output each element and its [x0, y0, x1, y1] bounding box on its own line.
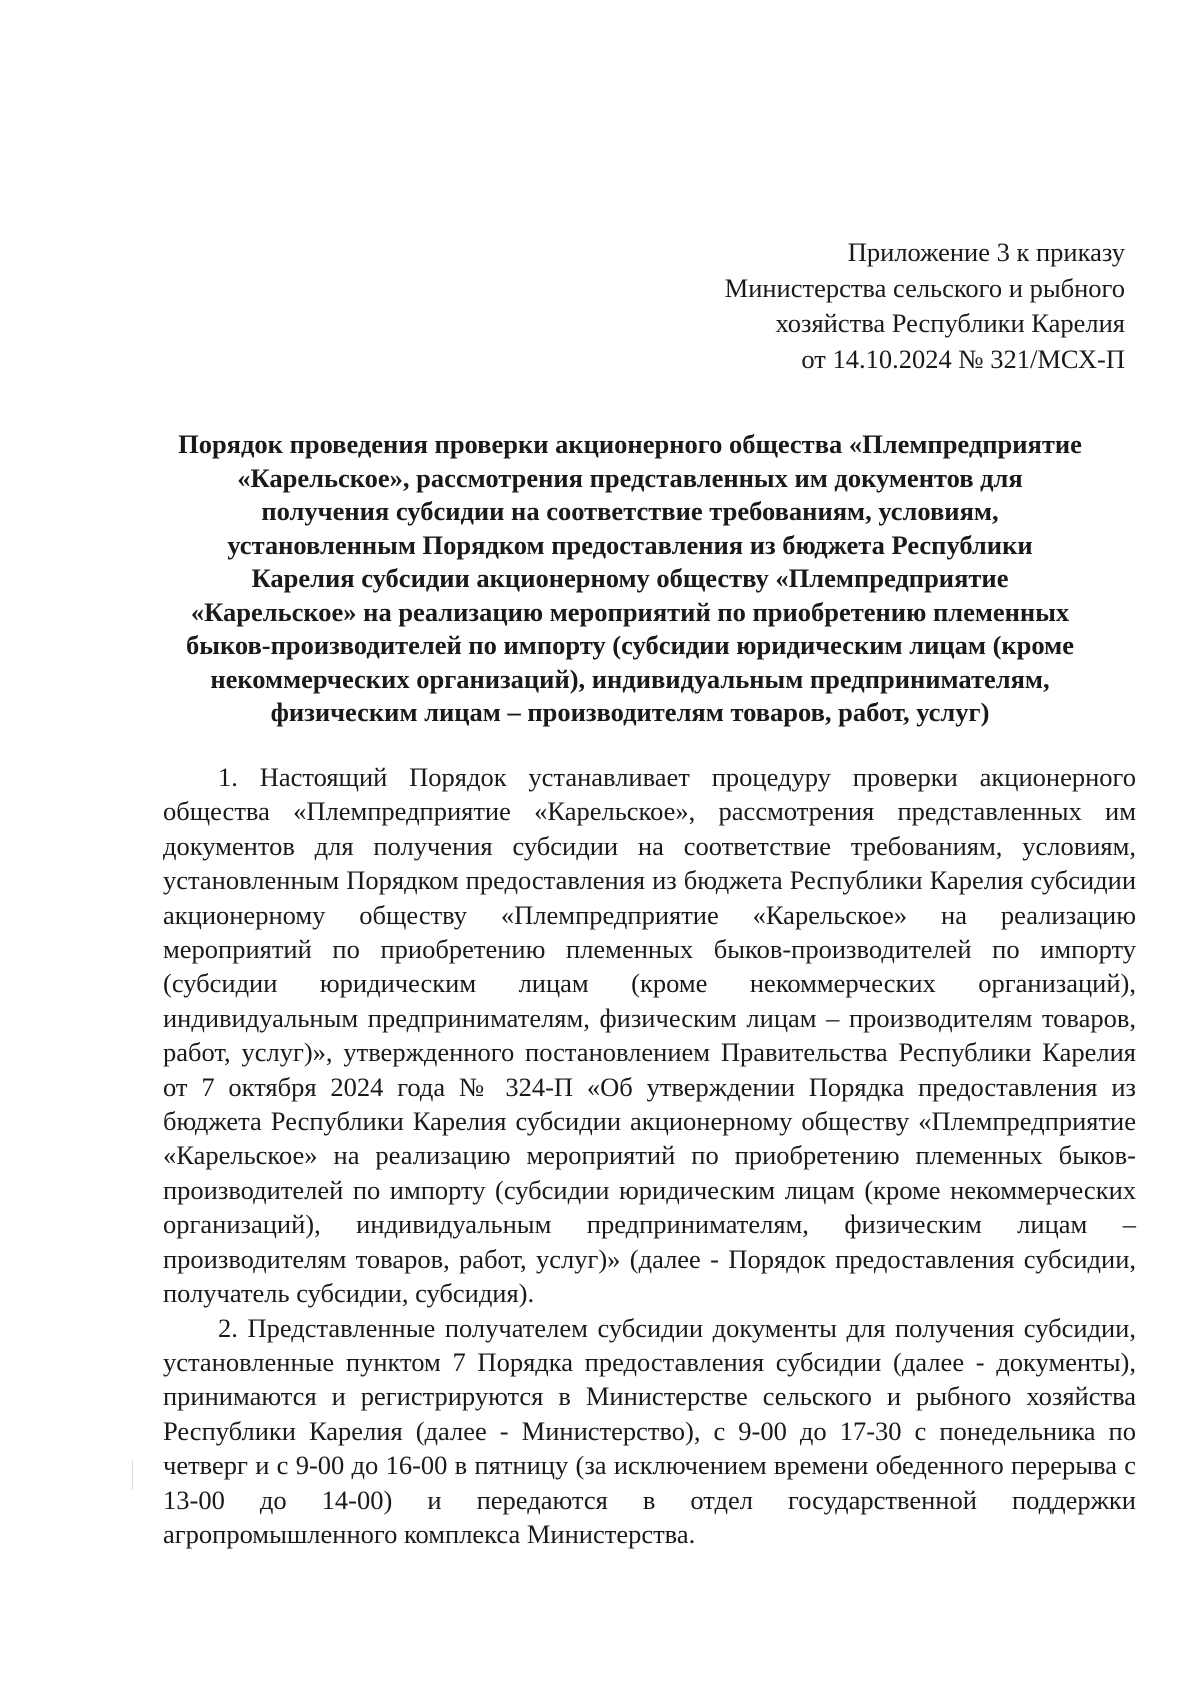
title-line: физическим лицам – производителям товаров, работ, услуг) — [270, 697, 990, 727]
title-line: быков-производителей по импорту (субсидии юридическим лицам (кроме — [186, 630, 1074, 660]
scan-artifact — [132, 1460, 133, 1490]
paragraph-2: 2. Представленные получателем субсидии документы для получения субсидии, установленные пунктом 7 Порядка предоставления субсидии (далее - документы), принимаются и регистрируются в Министерстве сельского и рыбного хозяйства Республики Карелия (далее - Министерство), с 9-00 до 17-30 с понедельника по четверг и с 9-00 до 16-00 в пятницу (за исключением времени обеденного перерыва с 13-00 до 14-00) и передаются в отдел государственной поддержки агропромышленного комплекса Министерства. — [163, 1312, 1136, 1549]
document-body — [163, 760, 1136, 1551]
title-line: получения субсидии на соответствие требованиям, условиям, — [261, 496, 999, 526]
paragraph-1: 1. Настоящий Порядок устанавливает процедуру проверки акционерного общества «Племпредприятие «Карельское», рассмотрения представленных им документов для получения субсидии на соответствие требованиям, условиям, установленным Порядком предоставления из бюджета Республики Карелия субсидии акционерному обществу «Племпредприятие «Карельское» на реализацию мероприятий по приобретению племенных быков-производителей по импорту (субсидии юридическим лицам (кроме некоммерческих организаций), индивидуальным предпринимателям, физическим лицам – производителям товаров, работ, услуг)», утвержденного постановлением Правительства Республики Карелия от 7 октября 2024 года № 324-П «Об утверждении Порядка предоставления из бюджета Республики Карелия субсидии акционерному обществу «Племпредприятие «Карельское» на реализацию мероприятий по приобретению племенных быков-производителей по импорту (субсидии юридическим лицам (кроме некоммерческих организаций), индивидуальным предпринимателям, физическим лицам – производителям товаров, работ, услуг)» (далее - Порядок предоставления субсидии, получатель субсидии, субсидия). — [163, 762, 1136, 1309]
title-line: Карелия субсидии акционерному обществу «Племпредприятие — [251, 563, 1009, 593]
appendix-line: Приложение 3 к приказу — [847, 237, 1125, 267]
title-line: «Карельское» на реализацию мероприятий по приобретению племенных — [190, 596, 1070, 627]
appendix-line: Министерства сельского и рыбного — [724, 272, 1125, 303]
appendix-line: хозяйства Республики Карелия — [775, 308, 1125, 338]
title-line: Порядок проведения проверки акционерного общества «Племпредприятие — [178, 429, 1082, 459]
title-line: установленным Порядком предоставления из бюджета Республики — [227, 529, 1033, 560]
appendix-header — [605, 235, 1125, 377]
title-line: «Карельское», рассмотрения представленных им документов для — [237, 462, 1023, 493]
title-line: некоммерческих организаций), индивидуальным предпринимателям, — [210, 663, 1050, 694]
appendix-line: от 14.10.2024 № 321/МСХ-П — [801, 343, 1125, 374]
document-title — [140, 428, 1120, 730]
